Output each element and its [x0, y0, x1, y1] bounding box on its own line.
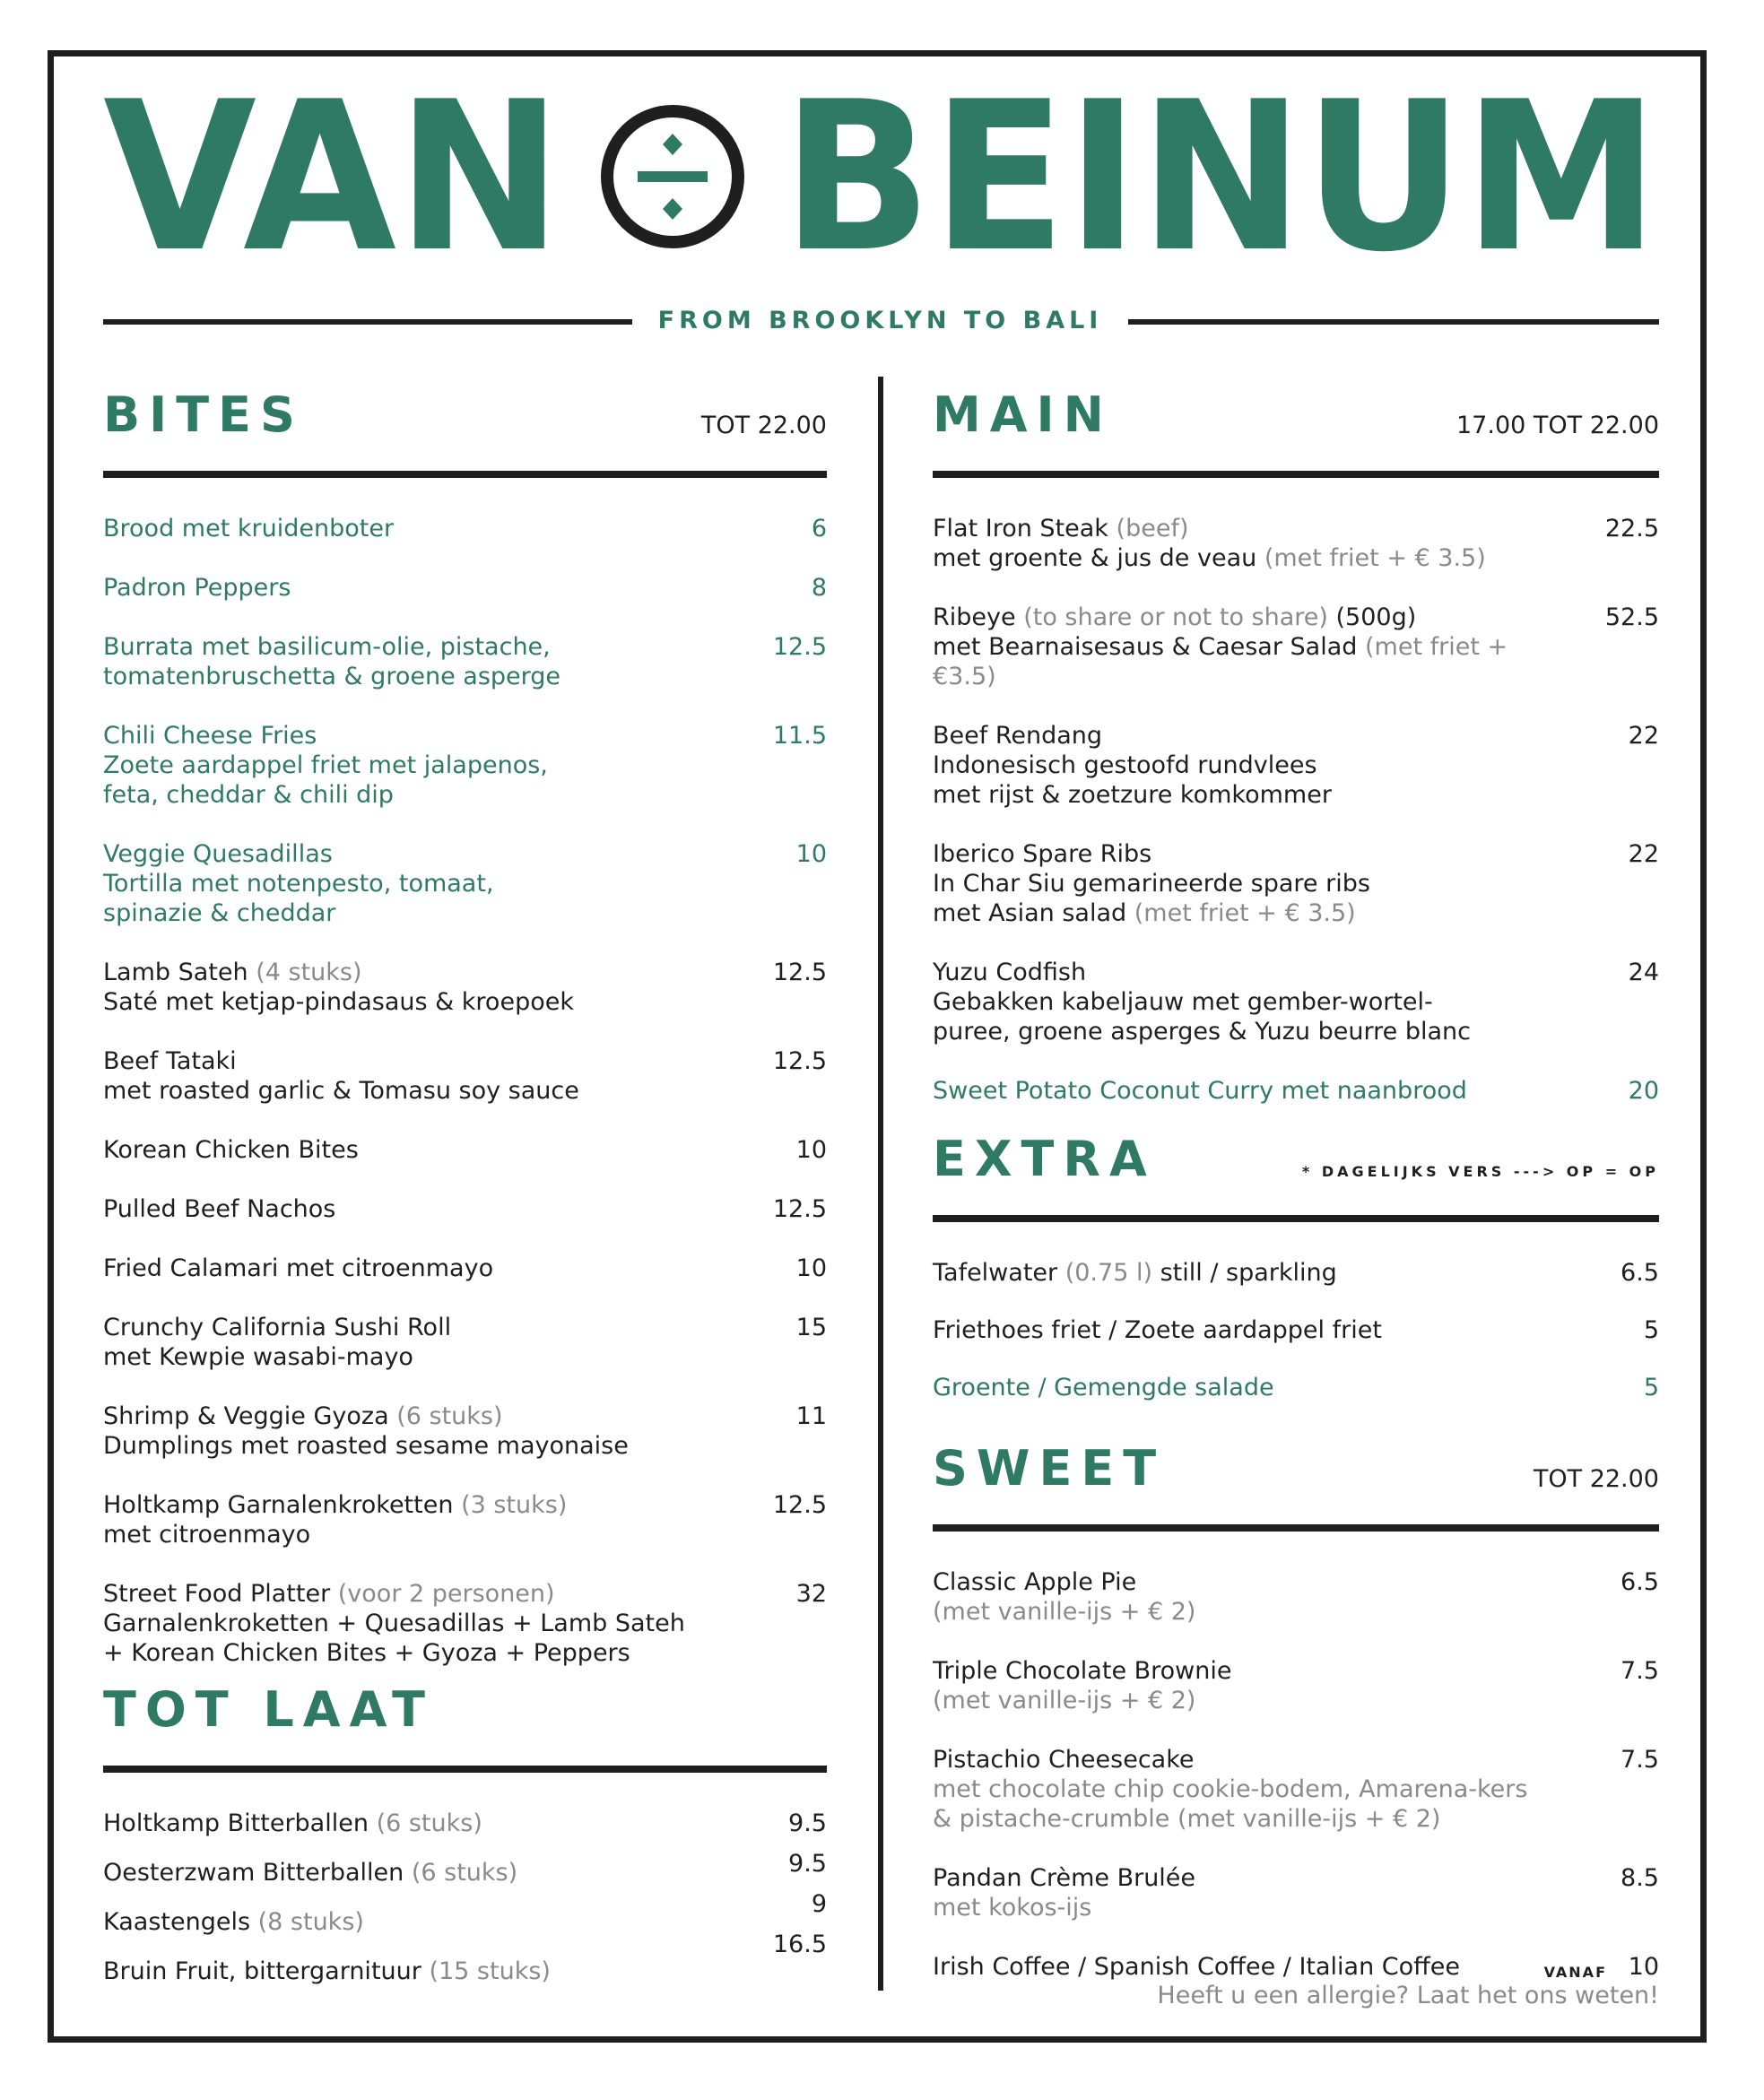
item-description [933, 869, 1560, 898]
item-price: 6.5 [1621, 1568, 1659, 1596]
item-description-text: met Kewpie wasabi-mayo [103, 1343, 413, 1371]
item-name: Pistachio Cheesecake [933, 1746, 1195, 1774]
sweet-time: TOT 22.00 [1533, 1465, 1659, 1493]
item-name-line [933, 1258, 1560, 1288]
item-description-text: met Asian salad [933, 899, 1127, 927]
item-price: 11.5 [772, 722, 827, 750]
item-description-text: met chocolate chip cookie-bodem, Amarena-kers [933, 1775, 1528, 1803]
tagline-rule-left [103, 319, 632, 325]
bites-item [103, 514, 827, 543]
item-name-line [933, 721, 1560, 751]
bites-item [103, 632, 827, 691]
item-name-line [103, 1858, 728, 1887]
item-price: 10 [1628, 1953, 1659, 1981]
item-description-text: puree, groene asperges & Yuzu beurre blanc [933, 1018, 1471, 1046]
bites-item [103, 1401, 827, 1461]
item-description-text: met Bearnaisesaus & Caesar Salad [933, 633, 1358, 661]
item-price: 16.5 [772, 1931, 827, 1958]
main-item [933, 603, 1659, 691]
item-description [933, 987, 1560, 1017]
sweet-title: SWEET [933, 1440, 1166, 1497]
item-note: (8 stuks) [257, 1908, 364, 1936]
item-description [103, 1609, 728, 1638]
item-description-text: Gebakken kabeljauw met gember-wortel- [933, 988, 1433, 1016]
item-description [103, 1076, 728, 1106]
item-name-line [933, 1656, 1560, 1686]
item-name: Iberico Spare Ribs [933, 840, 1152, 868]
bites-item [103, 839, 827, 928]
item-name: Friethoes friet / Zoete aardappel friet [933, 1316, 1382, 1344]
item-price: 10 [795, 1254, 827, 1282]
item-name-line [933, 1745, 1560, 1775]
item-note: (4 stuks) [256, 959, 362, 986]
item-name-line [103, 839, 728, 869]
item-name-line [933, 1076, 1560, 1106]
item-name-line [933, 839, 1560, 869]
sweet-item [933, 1863, 1659, 1922]
main-item [933, 1076, 1659, 1106]
bites-item [103, 1046, 827, 1106]
main-title: MAIN [933, 386, 1113, 443]
item-description-note: (met friet + € 3.5) [1134, 899, 1356, 927]
item-description-text: Zoete aardappel friet met jalapenos, [103, 751, 548, 779]
item-price: 7.5 [1621, 1746, 1659, 1774]
tot-laat-title: TOT LAAT [103, 1681, 435, 1738]
item-description-text: Tortilla met notenpesto, tomaat, [103, 870, 494, 898]
item-price: 10 [795, 840, 827, 868]
item-name-line [103, 632, 728, 662]
sweet-item [933, 1952, 1659, 1982]
item-name: Pulled Beef Nachos [103, 1195, 336, 1223]
bites-item [103, 573, 827, 603]
item-name: Burrata met basilicum-olie, pistache, [103, 633, 551, 661]
item-name-suffix: (500g) [1335, 603, 1417, 631]
item-description-text: (met vanille-ijs + € 2) [933, 1598, 1196, 1626]
item-price: 12.5 [772, 1047, 827, 1075]
main-item [933, 721, 1659, 810]
item-price: 9 [811, 1890, 827, 1918]
item-price: 8.5 [1621, 1864, 1659, 1892]
right-column [933, 377, 1659, 2009]
item-description-note: (met friet + €3.5) [933, 633, 1508, 690]
item-name: Chili Cheese Fries [103, 722, 317, 750]
item-name: Lamb Sateh [103, 959, 248, 986]
item-description-text: + Korean Chicken Bites + Gyoza + Peppers [103, 1639, 630, 1667]
item-name: Pandan Crème Brulée [933, 1864, 1196, 1892]
item-note: (0.75 l) [1064, 1259, 1152, 1287]
extra-item [933, 1315, 1659, 1345]
item-note: (to share or not to share) [1023, 603, 1328, 631]
tot-laat-item [103, 1850, 827, 1887]
item-name-line [933, 1315, 1560, 1345]
main-item [933, 839, 1659, 928]
item-name: Holtkamp Garnalenkroketten [103, 1491, 454, 1519]
tagline-row [103, 303, 1659, 339]
item-description-text: Saté met ketjap-pindasaus & kroepoek [103, 988, 574, 1016]
sweet-list [933, 1567, 1659, 1982]
item-name: Street Food Platter [103, 1580, 331, 1608]
tot-laat-item [103, 1890, 827, 1937]
item-name: Tafelwater [933, 1259, 1058, 1287]
item-description-text: tomatenbruschetta & groene asperge [103, 663, 561, 690]
main-time: 17.00 TOT 22.00 [1456, 412, 1659, 439]
item-description [103, 662, 728, 691]
item-price: 7.5 [1621, 1657, 1659, 1685]
item-name-line [103, 1579, 728, 1609]
item-description-text: Dumplings met roasted sesame mayonaise [103, 1432, 629, 1460]
item-name-line [933, 1567, 1560, 1597]
item-description-note: (met friet + € 3.5) [1264, 544, 1486, 572]
item-description [933, 898, 1560, 928]
item-description-text: feta, cheddar & chili dip [103, 781, 394, 809]
item-price: 22.5 [1604, 515, 1659, 542]
item-price: 22 [1628, 722, 1659, 750]
item-price: 10 [795, 1136, 827, 1164]
item-description [933, 1804, 1560, 1834]
item-price: 6 [811, 515, 827, 542]
item-price: 20 [1628, 1077, 1659, 1105]
item-name: Irish Coffee / Spanish Coffee / Italian Coffee [933, 1953, 1460, 1981]
sweet-header [933, 1440, 1659, 1532]
logo-left-text: VAN [103, 94, 562, 260]
allergy-note: Heeft u een allergie? Laat het ons weten! [1157, 1982, 1659, 2009]
item-price: 12.5 [772, 1195, 827, 1223]
item-description [933, 751, 1560, 780]
item-description [933, 1597, 1560, 1627]
item-name-line [103, 1254, 728, 1283]
bites-item [103, 1490, 827, 1549]
item-name: Classic Apple Pie [933, 1568, 1137, 1596]
item-name: Holtkamp Bitterballen [103, 1809, 369, 1837]
item-name-line [933, 1952, 1560, 1982]
item-note: (15 stuks) [429, 1957, 551, 1985]
bites-title: BITES [103, 386, 304, 443]
sweet-item [933, 1656, 1659, 1715]
item-description-text: (met vanille-ijs + € 2) [933, 1687, 1196, 1714]
item-price: 11 [795, 1402, 827, 1430]
tagline: FROM BROOKLYN TO BALI [657, 307, 1103, 334]
item-note: (voor 2 personen) [337, 1580, 555, 1608]
item-description [103, 1342, 728, 1372]
item-description-text: & pistache-crumble (met vanille-ijs + € 2) [933, 1805, 1441, 1833]
item-name: Shrimp & Veggie Gyoza [103, 1402, 389, 1430]
item-name-line [103, 1907, 728, 1937]
item-price: 24 [1628, 959, 1659, 986]
item-description [103, 1431, 728, 1461]
extra-item [933, 1373, 1659, 1402]
logo-right-text: BEINUM [782, 94, 1659, 260]
sweet-item [933, 1567, 1659, 1627]
logo [103, 94, 1659, 260]
item-description [103, 869, 728, 898]
item-description [103, 751, 728, 780]
item-note: (6 stuks) [376, 1809, 482, 1837]
item-note: (6 stuks) [411, 1859, 518, 1887]
tot-laat-item [103, 1809, 827, 1838]
item-price: 32 [795, 1580, 827, 1608]
item-name-line [103, 1194, 728, 1224]
item-name: Bruin Fruit, bittergarnituur [103, 1957, 421, 1985]
item-name-line [103, 721, 728, 751]
item-name: Veggie Quesadillas [103, 840, 333, 868]
item-description-text: Garnalenkroketten + Quesadillas + Lamb Sateh [103, 1610, 685, 1637]
item-description-text: met groente & jus de veau [933, 544, 1257, 572]
item-price: 12.5 [772, 959, 827, 986]
item-price: 52.5 [1604, 603, 1659, 631]
item-name-line [103, 958, 728, 987]
item-price: 8 [811, 574, 827, 602]
bites-item [103, 1135, 827, 1165]
left-column [103, 377, 827, 1986]
sweet-item [933, 1745, 1659, 1834]
item-description [933, 1686, 1560, 1715]
item-description [933, 780, 1560, 810]
item-price: 9.5 [788, 1850, 827, 1878]
item-name-suffix: still / sparkling [1160, 1259, 1337, 1287]
item-name-line [103, 1401, 728, 1431]
item-description-text: Indonesisch gestoofd rundvlees [933, 751, 1317, 779]
item-name-line [103, 1490, 728, 1520]
division-sign-circle-icon [607, 111, 738, 242]
item-price: 22 [1628, 840, 1659, 868]
item-name-line [103, 1313, 728, 1342]
tot-laat-list [103, 1809, 827, 1986]
item-description-text: met rijst & zoetzure komkommer [933, 781, 1332, 809]
item-name-line [103, 1809, 728, 1838]
item-name-line [933, 603, 1560, 632]
item-description [103, 987, 728, 1017]
item-description [933, 1893, 1560, 1922]
item-description [933, 632, 1560, 691]
extra-title: EXTRA [933, 1131, 1156, 1187]
item-description-text: met citroenmayo [103, 1521, 311, 1549]
item-price: 9.5 [788, 1809, 827, 1837]
item-name: Flat Iron Steak [933, 515, 1108, 542]
tagline-rule-right [1128, 319, 1659, 325]
item-name: Fried Calamari met citroenmayo [103, 1254, 494, 1282]
main-header [933, 377, 1659, 478]
item-description-text: met kokos-ijs [933, 1894, 1092, 1922]
tot-laat-header [103, 1680, 827, 1773]
item-name: Yuzu Codfish [933, 959, 1087, 986]
item-name: Brood met kruidenboter [103, 515, 395, 542]
item-price: 6.5 [1621, 1259, 1659, 1287]
extra-note: * DAGELIJKS VERS ---> OP = OP [1301, 1163, 1659, 1180]
item-description [103, 1638, 728, 1668]
item-name-line [103, 1957, 728, 1986]
extra-header [933, 1132, 1659, 1222]
main-item [933, 514, 1659, 573]
main-item [933, 958, 1659, 1046]
item-description [933, 1017, 1560, 1046]
column-divider [878, 377, 883, 1991]
item-note: (6 stuks) [396, 1402, 503, 1430]
item-note: (beef) [1116, 515, 1189, 542]
item-name-line [103, 514, 728, 543]
item-description [103, 898, 728, 928]
item-name: Oesterzwam Bitterballen [103, 1859, 404, 1887]
tot-laat-item [103, 1931, 827, 1986]
item-name-line [103, 1135, 728, 1165]
extra-list [933, 1258, 1659, 1402]
item-name: Beef Rendang [933, 722, 1103, 750]
bites-item [103, 1579, 827, 1668]
item-description [933, 1775, 1560, 1804]
item-description-text: In Char Siu gemarineerde spare ribs [933, 870, 1370, 898]
item-note: (3 stuks) [461, 1491, 568, 1519]
item-price: 5 [1643, 1316, 1659, 1344]
extra-item [933, 1258, 1659, 1288]
item-name-line [933, 514, 1560, 543]
item-name: Beef Tataki [103, 1047, 237, 1075]
bites-item [103, 721, 827, 810]
bites-item [103, 1313, 827, 1372]
bites-time: TOT 22.00 [700, 412, 827, 439]
bites-item [103, 958, 827, 1017]
item-name: Padron Peppers [103, 574, 291, 602]
item-name: Triple Chocolate Brownie [933, 1657, 1232, 1685]
item-description [103, 1520, 728, 1549]
item-price: 15 [795, 1314, 827, 1341]
bites-header [103, 377, 827, 478]
item-name-line [933, 958, 1560, 987]
item-name-line [933, 1373, 1560, 1402]
item-name-line [103, 1046, 728, 1076]
item-name: Kaastengels [103, 1908, 251, 1936]
main-list [933, 514, 1659, 1106]
item-price: 5 [1643, 1374, 1659, 1401]
item-name: Crunchy California Sushi Roll [103, 1314, 452, 1341]
item-description-text: met roasted garlic & Tomasu soy sauce [103, 1077, 579, 1105]
item-name-line [103, 573, 728, 603]
item-name: Groente / Gemengde salade [933, 1374, 1274, 1401]
item-name: Ribeye [933, 603, 1016, 631]
item-name: Sweet Potato Coconut Curry met naanbrood [933, 1077, 1467, 1105]
bites-item [103, 1254, 827, 1283]
item-price: 12.5 [772, 633, 827, 661]
item-name: Korean Chicken Bites [103, 1136, 359, 1164]
item-description-text: spinazie & cheddar [103, 899, 336, 927]
item-price: 12.5 [772, 1491, 827, 1519]
price-prefix: VANAF [1543, 1964, 1607, 1981]
bites-list [103, 514, 827, 1668]
item-description [933, 543, 1560, 573]
item-name-line [933, 1863, 1560, 1893]
bites-item [103, 1194, 827, 1224]
item-description [103, 780, 728, 810]
